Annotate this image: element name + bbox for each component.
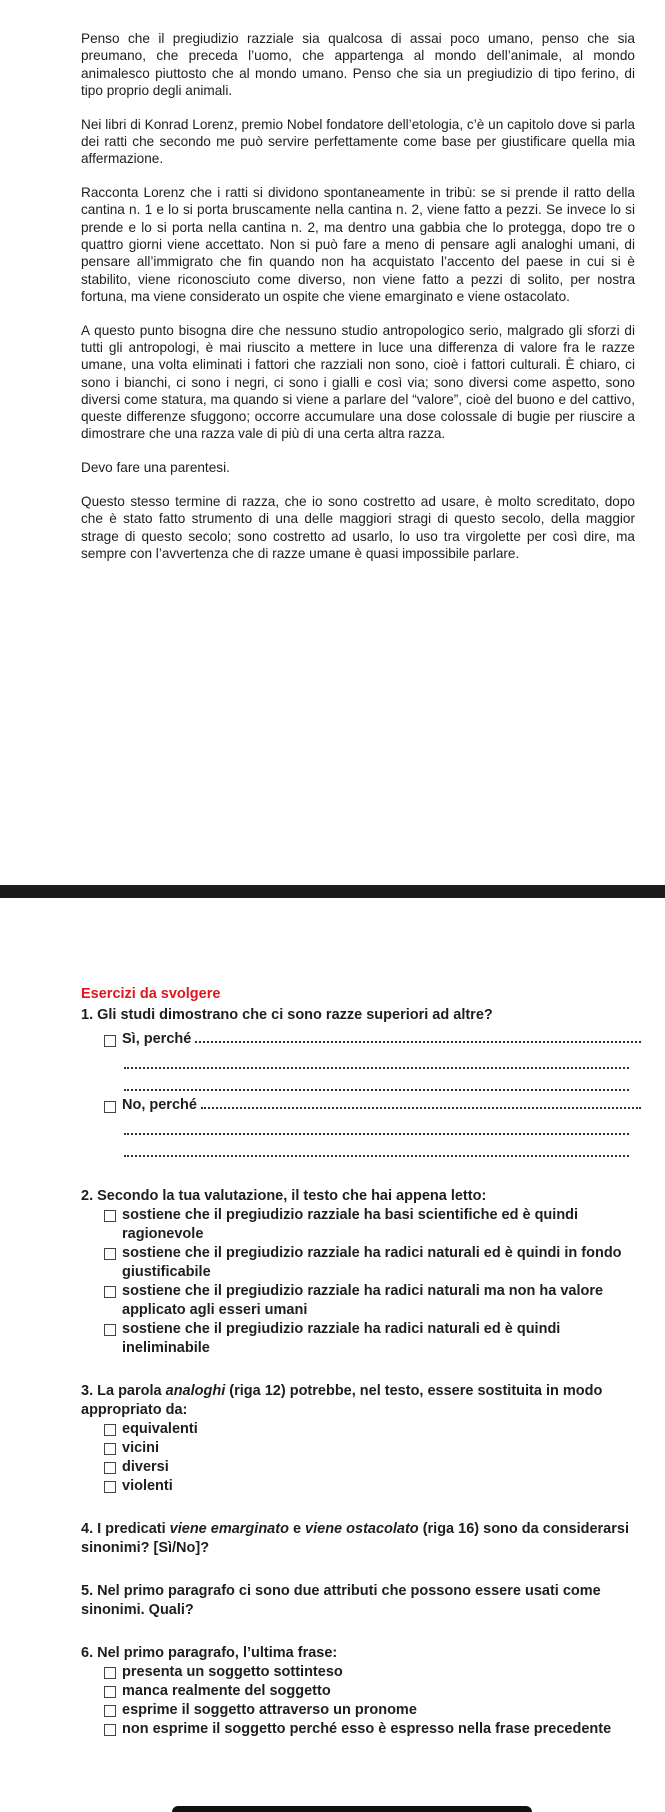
checkbox[interactable] xyxy=(104,1481,116,1493)
checkbox[interactable] xyxy=(104,1462,116,1474)
checkbox[interactable] xyxy=(104,1424,116,1436)
q4-text-end: (riga 16) sono da considerarsi sinonimi? [Sì/No]? xyxy=(81,1521,629,1556)
option-label: presenta un soggetto sottinteso xyxy=(122,1664,343,1680)
q3-option-b[interactable] xyxy=(81,1439,641,1458)
q6-option-c[interactable] xyxy=(81,1701,641,1720)
paragraph-5: Devo fare una parentesi. xyxy=(81,460,230,476)
option-label: equivalenti xyxy=(122,1421,198,1437)
option-label: non esprime il soggetto perché esso è espresso nella frase precedente xyxy=(122,1721,612,1737)
q4-text-mid: e xyxy=(288,1521,306,1537)
q1-option-yes[interactable] xyxy=(81,1025,641,1047)
q1-option-no[interactable] xyxy=(81,1091,641,1113)
answer-line[interactable] xyxy=(201,1107,641,1109)
question-6: 6. Nel primo paragrafo, l’ultima frase: xyxy=(81,1645,338,1661)
question-1: 1. Gli studi dimostrano che ci sono razze superiori ad altre? xyxy=(81,1007,493,1023)
checkbox[interactable] xyxy=(104,1324,116,1336)
answer-line[interactable] xyxy=(124,1069,629,1091)
q2-option-c[interactable] xyxy=(81,1282,641,1320)
option-label: sostiene che il pregiudizio razziale ha radici naturali ma non ha valore applicato agli esseri umani xyxy=(122,1283,604,1318)
q4-term-1: viene emarginato xyxy=(169,1521,289,1537)
answer-line[interactable] xyxy=(195,1041,641,1043)
q3-word: analoghi xyxy=(165,1383,226,1399)
q3-option-a[interactable] xyxy=(81,1420,641,1439)
checkbox[interactable] xyxy=(104,1286,116,1298)
checkbox[interactable] xyxy=(104,1705,116,1717)
reading-passage xyxy=(81,30,635,579)
paragraph-4: A questo punto bisogna dire che nessuno studio antropologico serio, malgrado gli sforzi di tutti gli antropologi, è mai riuscito a mettere in luce una differenza di valore fra le razze umane, una volta eliminati i fattori che razziali non sono, cioè i fattori culturali. È chiaro, ci sono i bianchi, ci sono i negri, ci sono i gialli e così via; sono diversi come aspetto, sono diversi come statura, ma quando si viene a parlare del “valore”, cioè del buono e del cattivo, queste differenze sfuggono; occorre accumulare una dose colossale di bugie per riuscire a dimostrare che una razza vale di più di una certa altra razza. xyxy=(81,322,635,442)
q4-term-2: viene ostacolato xyxy=(305,1521,419,1537)
q3-text-end: (riga 12) potrebbe, nel testo, essere sostituita in modo appropriato da: xyxy=(81,1383,603,1418)
q6-option-a[interactable] xyxy=(81,1663,641,1682)
page-divider-bar xyxy=(0,885,665,898)
answer-line[interactable] xyxy=(124,1113,629,1135)
q2-option-d[interactable] xyxy=(81,1320,641,1358)
home-indicator[interactable] xyxy=(172,1806,532,1812)
option-label: violenti xyxy=(122,1478,173,1494)
q4-text-start: 4. I predicati xyxy=(81,1521,170,1537)
checkbox[interactable] xyxy=(104,1035,116,1047)
paragraph-1: Penso che il pregiudizio razziale sia qualcosa di assai poco umano, penso che sia preumano, che preceda l’uomo, che appartenga al mondo dell’animale, al mondo animalesco piuttosto che al mondo umano. Penso che sia un pregiudizio di tipo ferino, di tipo proprio degli animali. xyxy=(81,31,635,98)
paragraph-2: Nei libri di Konrad Lorenz, premio Nobel fondatore dell’etologia, c’è un capitolo dove si parla dei ratti che secondo me può servire perfettamente come base per giustificare quella mia affermazione. xyxy=(81,116,635,167)
checkbox[interactable] xyxy=(104,1101,116,1113)
q2-option-a[interactable] xyxy=(81,1206,641,1244)
option-label: sostiene che il pregiudizio razziale ha basi scientifiche ed è quindi ragionevole xyxy=(122,1207,579,1242)
question-2: 2. Secondo la tua valutazione, il testo che hai appena letto: xyxy=(81,1188,487,1204)
checkbox[interactable] xyxy=(104,1667,116,1679)
paragraph-3: Racconta Lorenz che i ratti si dividono spontaneamente in tribù: se si prende il ratto della cantina n. 1 e lo si porta bruscamente nella cantina n. 2, viene fatto a pezzi. Se invece lo si prende e lo si porta nella cantina n. 2, ma dentro una gabbia che lo protegga, dopo tre o quattro giorni viene accettato. Non si può fare a meno di pensare agli analoghi umani, di pensare all’immigrato che fin quando non ha acquistato l’accento del paese in cui si è stabilito, viene riconosciuto come diverso, non viene fatto a pezzi di solito, per nostra fortuna, ma viene considerato un ospite che viene emarginato e viene ostacolato. xyxy=(81,185,635,304)
checkbox[interactable] xyxy=(104,1686,116,1698)
exercises-title: Esercizi da svolgere xyxy=(81,986,221,1002)
option-label: diversi xyxy=(122,1459,169,1475)
q3-option-c[interactable] xyxy=(81,1458,641,1477)
question-3 xyxy=(81,1382,641,1420)
checkbox[interactable] xyxy=(104,1443,116,1455)
q6-option-b[interactable] xyxy=(81,1682,641,1701)
checkbox[interactable] xyxy=(104,1210,116,1222)
paragraph-6: Questo stesso termine di razza, che io sono costretto ad usare, è molto screditato, dopo che è stato fatto strumento di una delle maggiori stragi di questo secolo, della maggior strage di questo secolo; sono costretto ad usarlo, lo uso tra virgolette per così dire, ma sempre con l’avvertenza che di razze umane è quasi impossibile parlare. xyxy=(81,494,635,561)
option-label: sostiene che il pregiudizio razziale ha radici naturali ed è quindi in fondo giustificabile xyxy=(122,1245,622,1280)
question-4 xyxy=(81,1520,641,1558)
q1-yes-label: Sì, perché xyxy=(122,1031,192,1047)
answer-line[interactable] xyxy=(124,1135,629,1157)
checkbox[interactable] xyxy=(104,1724,116,1736)
q2-option-b[interactable] xyxy=(81,1244,641,1282)
question-5: 5. Nel primo paragrafo ci sono due attributi che possono essere usati come sinonimi. Quali? xyxy=(81,1583,601,1618)
checkbox[interactable] xyxy=(104,1248,116,1260)
q3-text-start: 3. La parola xyxy=(81,1383,166,1399)
answer-line[interactable] xyxy=(124,1047,629,1069)
option-label: manca realmente del soggetto xyxy=(122,1683,331,1699)
q6-option-d[interactable] xyxy=(81,1720,641,1739)
q3-option-d[interactable] xyxy=(81,1477,641,1496)
exercises-section xyxy=(81,985,641,1739)
option-label: vicini xyxy=(122,1440,160,1456)
option-label: sostiene che il pregiudizio razziale ha radici naturali ed è quindi ineliminabile xyxy=(122,1321,561,1356)
q1-no-label: No, perché xyxy=(122,1097,197,1113)
option-label: esprime il soggetto attraverso un pronome xyxy=(122,1702,417,1718)
